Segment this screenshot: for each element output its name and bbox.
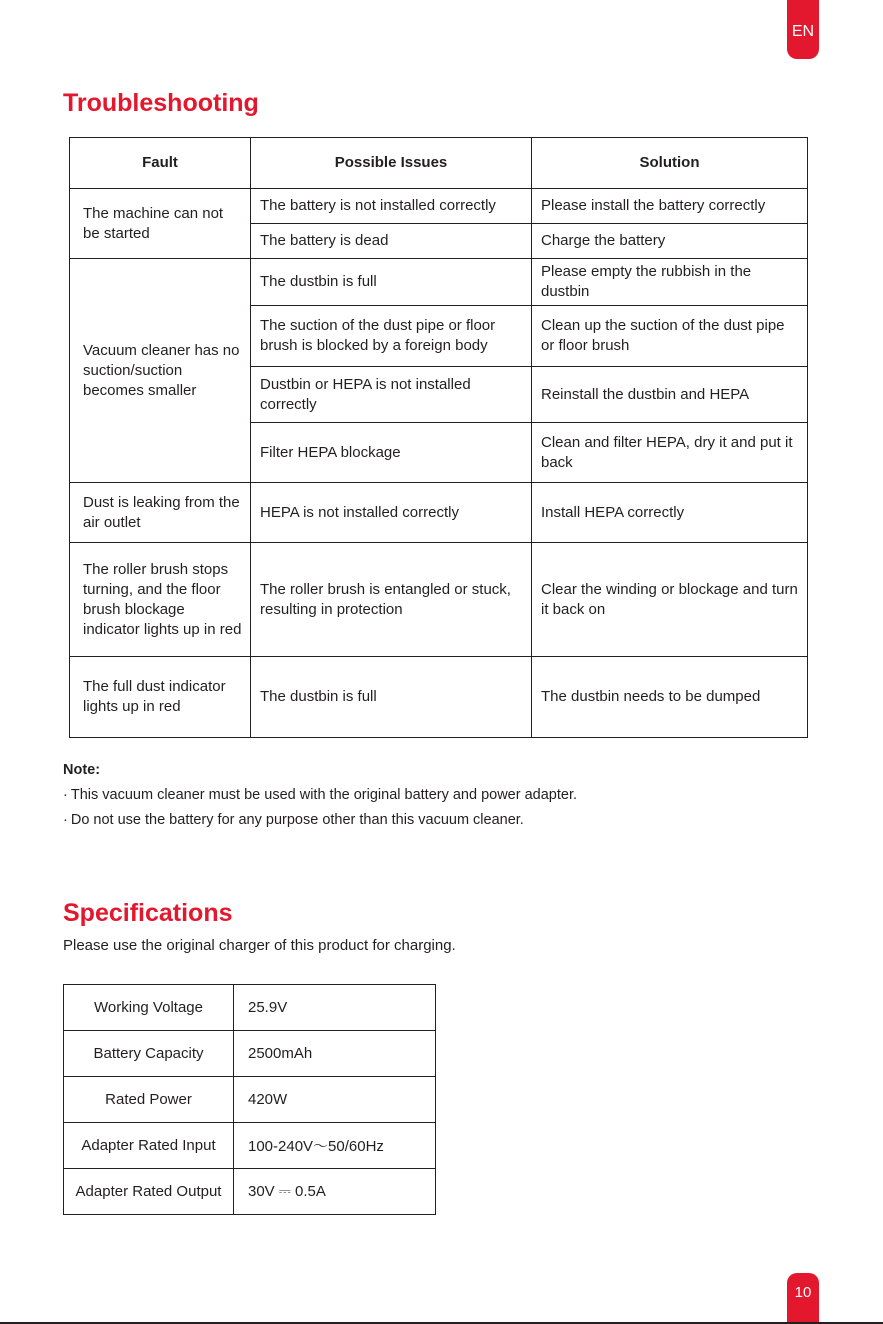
spec-label: Rated Power [64,1077,234,1123]
solution-cell: Please empty the rubbish in the dustbin [532,259,808,306]
solution-cell: Clean and filter HEPA, dry it and put it back [532,423,808,483]
solution-cell: Charge the battery [532,224,808,259]
header-solution: Solution [532,138,808,189]
fault-cell: The full dust indicator lights up in red [70,657,251,738]
table-row [70,189,808,224]
spec-value: 420W [234,1077,436,1123]
table-row [70,483,808,543]
solution-cell: Please install the battery correctly [532,189,808,224]
fault-cell: The roller brush stops turning, and the floor brush blockage indicator lights up in red [70,543,251,657]
issue-cell: The battery is not installed correctly [251,189,532,224]
spec-label: Adapter Rated Input [64,1123,234,1169]
note-block [63,758,577,833]
table-row [70,657,808,738]
spec-label: Battery Capacity [64,1031,234,1077]
spec-value: 25.9V [234,985,436,1031]
specifications-title: Specifications [63,899,233,927]
specifications-intro: Please use the original charger of this product for charging. [63,937,456,954]
issue-cell: The roller brush is entangled or stuck, resulting in protection [251,543,532,657]
spec-value: 2500mAh [234,1031,436,1077]
specifications-table [63,984,436,1215]
fault-cell: Vacuum cleaner has no suction/suction becomes smaller [70,259,251,483]
table-row [64,985,436,1031]
page-number: 10 [787,1273,819,1324]
issue-cell: Filter HEPA blockage [251,423,532,483]
table-row [70,259,808,306]
spec-value: 100-240V～50/60Hz [234,1123,436,1169]
table-row [64,1169,436,1215]
solution-cell: Clear the winding or blockage and turn it back on [532,543,808,657]
issue-cell: The dustbin is full [251,657,532,738]
issue-cell: HEPA is not installed correctly [251,483,532,543]
note-item: · This vacuum cleaner must be used with the original battery and power adapter. [63,783,577,808]
troubleshooting-table [69,137,808,738]
issue-cell: The suction of the dust pipe or floor brush is blocked by a foreign body [251,306,532,367]
solution-cell: Reinstall the dustbin and HEPA [532,367,808,423]
issue-cell: Dustbin or HEPA is not installed correctly [251,367,532,423]
solution-cell: Clean up the suction of the dust pipe or floor brush [532,306,808,367]
solution-cell: The dustbin needs to be dumped [532,657,808,738]
header-possible-issues: Possible Issues [251,138,532,189]
table-row [64,1123,436,1169]
language-tab: EN [787,0,819,59]
note-title: Note: [63,762,101,778]
note-item: · Do not use the battery for any purpose other than this vacuum cleaner. [63,808,577,833]
fault-cell: The machine can not be started [70,189,251,259]
solution-cell: Install HEPA correctly [532,483,808,543]
fault-cell: Dust is leaking from the air outlet [70,483,251,543]
table-row [64,1077,436,1123]
troubleshooting-title: Troubleshooting [63,89,259,117]
table-row [70,543,808,657]
spec-value: 30V ⎓ 0.5A [234,1169,436,1215]
table-row [64,1031,436,1077]
spec-label: Adapter Rated Output [64,1169,234,1215]
spec-label: Working Voltage [64,985,234,1031]
issue-cell: The battery is dead [251,224,532,259]
issue-cell: The dustbin is full [251,259,532,306]
header-fault: Fault [70,138,251,189]
table-header-row [70,138,808,189]
